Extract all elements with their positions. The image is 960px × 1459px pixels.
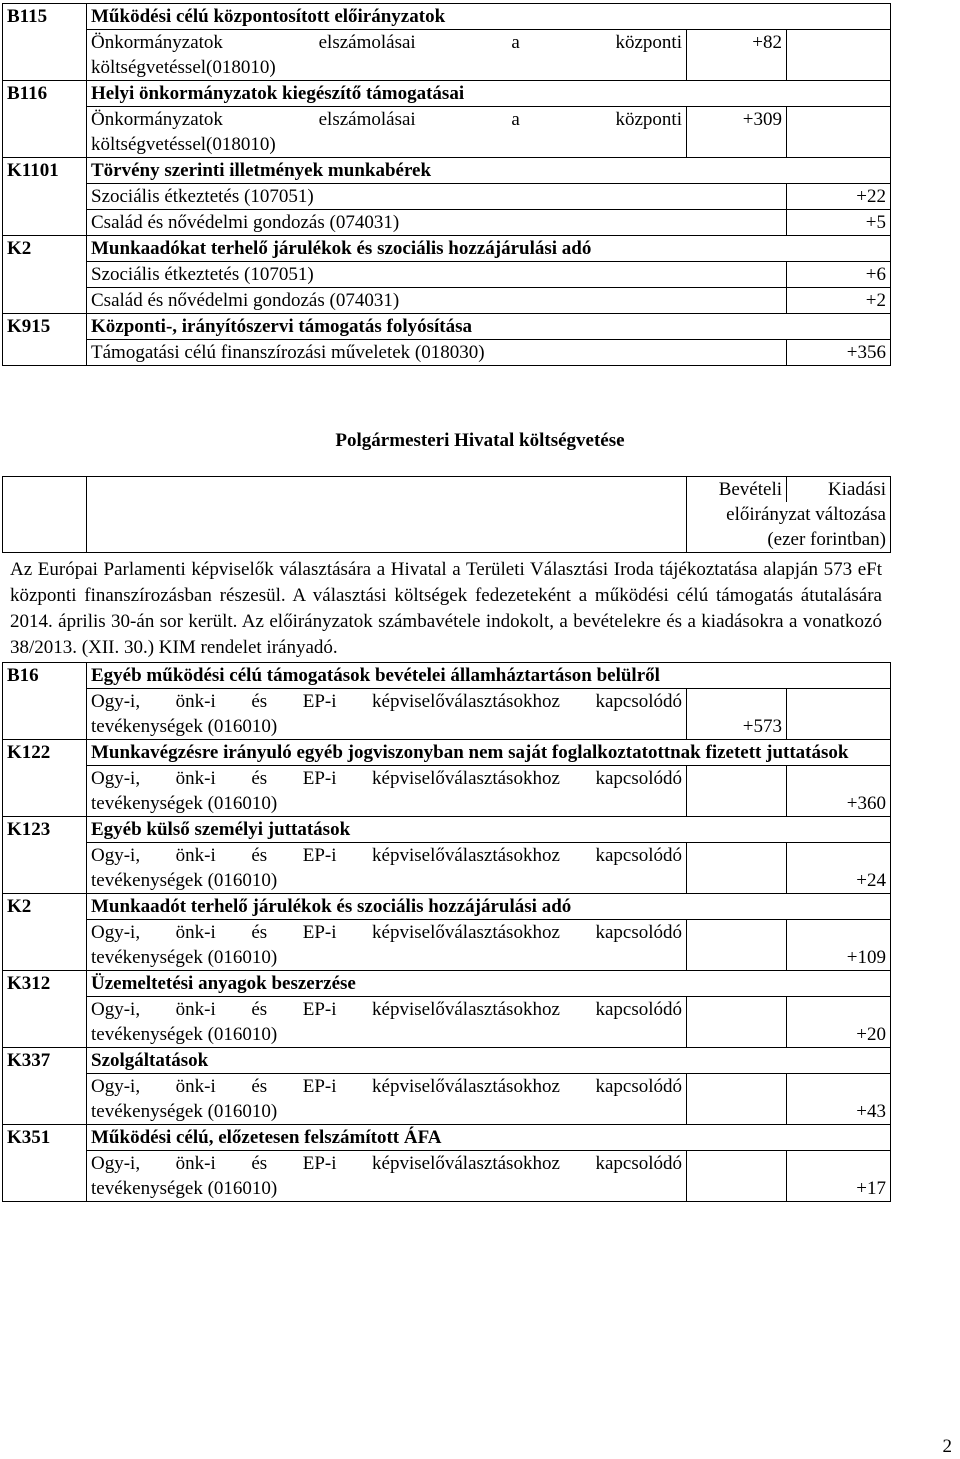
- item-line: Önkormányzatok elszámolásai a központi: [91, 32, 682, 53]
- table-row: [3, 1151, 891, 1202]
- expense-value: +360: [787, 766, 891, 817]
- header-row: [3, 502, 891, 553]
- row-heading: Egyéb külső személyi juttatások: [87, 817, 891, 843]
- income-value: +82: [687, 30, 787, 81]
- row-item: Család és nővédelmi gondozás (074031): [87, 210, 787, 236]
- page-number: 2: [942, 1436, 952, 1457]
- table-row: [3, 262, 891, 288]
- table-row: [3, 894, 891, 920]
- income-value: +573: [687, 689, 787, 740]
- item-line: Ogy-i, önk-i és EP-i képviselőválasztásokhoz kapcsolódó: [91, 1153, 682, 1174]
- item-line: tevékenységek (016010): [91, 793, 278, 814]
- item-line: költségvetéssel(018010): [91, 57, 276, 78]
- row-code: K123: [3, 817, 87, 894]
- table-row: [3, 997, 891, 1048]
- row-item: Támogatási célú finanszírozási műveletek (018030): [87, 340, 787, 366]
- row-item: [87, 997, 687, 1048]
- budget-table-top: [2, 3, 891, 366]
- expense-value: +22: [787, 184, 891, 210]
- expense-value: [787, 107, 891, 158]
- income-value: +309: [687, 107, 787, 158]
- item-line: tevékenységek (016010): [91, 870, 278, 891]
- item-line: költségvetéssel(018010): [91, 134, 276, 155]
- table-row: [3, 288, 891, 314]
- table-row: [3, 817, 891, 843]
- expense-value: +356: [787, 340, 891, 366]
- col-expense-label: Kiadási: [787, 477, 891, 503]
- row-heading: Működési célú központosított előirányzatok: [87, 4, 891, 30]
- income-value: [687, 997, 787, 1048]
- row-heading: Egyéb működési célú támogatások bevételei államháztartáson belülről: [87, 663, 891, 689]
- row-heading: Központi-, irányítószervi támogatás folyósítása: [87, 314, 891, 340]
- table-row: [3, 843, 891, 894]
- income-value: [687, 766, 787, 817]
- row-code: K2: [3, 894, 87, 971]
- item-line: tevékenységek (016010): [91, 716, 278, 737]
- header-desc-cell: [87, 502, 687, 553]
- header-code-cell: [3, 477, 87, 503]
- row-item: [87, 843, 687, 894]
- header-desc-cell: [87, 477, 687, 503]
- expense-value: +5: [787, 210, 891, 236]
- row-heading: Törvény szerinti illetmények munkabérek: [87, 158, 891, 184]
- row-heading: Szolgáltatások: [87, 1048, 891, 1074]
- row-item: Szociális étkeztetés (107051): [87, 262, 787, 288]
- table-row: [3, 920, 891, 971]
- table-row: [3, 1074, 891, 1125]
- table-row: [3, 766, 891, 817]
- row-item: [87, 107, 687, 158]
- income-value: [687, 920, 787, 971]
- income-value: [687, 843, 787, 894]
- expense-value: +6: [787, 262, 891, 288]
- table-row: [3, 689, 891, 740]
- row-item: [87, 1151, 687, 1202]
- row-code: K312: [3, 971, 87, 1048]
- expense-value: +24: [787, 843, 891, 894]
- table-row: [3, 81, 891, 107]
- row-item: [87, 766, 687, 817]
- unit-text: (ezer forintban): [767, 529, 886, 550]
- table-row: [3, 107, 891, 158]
- row-heading: Munkavégzésre irányuló egyéb jogviszonyban nem saját foglalkoztatottnak fizetett juttatások: [87, 740, 891, 766]
- table-row: [3, 971, 891, 997]
- table-row: [3, 158, 891, 184]
- row-item: [87, 689, 687, 740]
- row-item: [87, 1074, 687, 1125]
- row-item: [87, 30, 687, 81]
- item-line: Ogy-i, önk-i és EP-i képviselőválasztásokhoz kapcsolódó: [91, 768, 682, 789]
- item-line: tevékenységek (016010): [91, 1178, 278, 1199]
- item-line: Ogy-i, önk-i és EP-i képviselőválasztásokhoz kapcsolódó: [91, 691, 682, 712]
- row-code: K337: [3, 1048, 87, 1125]
- table-row: [3, 30, 891, 81]
- expense-value: +109: [787, 920, 891, 971]
- table-row: [3, 184, 891, 210]
- row-heading: Üzemeltetési anyagok beszerzése: [87, 971, 891, 997]
- item-line: Önkormányzatok elszámolásai a központi: [91, 109, 682, 130]
- table-row: [3, 740, 891, 766]
- row-code: K1101: [3, 158, 87, 236]
- header-subtitle: [687, 502, 891, 553]
- row-heading: Helyi önkormányzatok kiegészítő támogatásai: [87, 81, 891, 107]
- row-heading: Munkaadót terhelő járulékok és szociális hozzájárulási adó: [87, 894, 891, 920]
- table-row: [3, 340, 891, 366]
- row-code: K122: [3, 740, 87, 817]
- row-item: [87, 920, 687, 971]
- row-code: K351: [3, 1125, 87, 1202]
- budget-header-table: [2, 476, 891, 553]
- section-title: Polgármesteri Hivatal költségvetése: [335, 430, 625, 451]
- expense-value: [787, 30, 891, 81]
- item-line: tevékenységek (016010): [91, 1101, 278, 1122]
- item-line: Ogy-i, önk-i és EP-i képviselőválasztásokhoz kapcsolódó: [91, 845, 682, 866]
- row-code: B16: [3, 663, 87, 740]
- row-code: K2: [3, 236, 87, 314]
- expense-value: +20: [787, 997, 891, 1048]
- expense-value: [787, 689, 891, 740]
- item-line: Ogy-i, önk-i és EP-i képviselőválasztásokhoz kapcsolódó: [91, 922, 682, 943]
- expense-value: +2: [787, 288, 891, 314]
- row-code: K915: [3, 314, 87, 366]
- table-row: [3, 236, 891, 262]
- budget-table-bottom: [2, 662, 891, 1202]
- table-row: [3, 1125, 891, 1151]
- row-code: B115: [3, 4, 87, 81]
- row-item: Szociális étkeztetés (107051): [87, 184, 787, 210]
- expense-value: +17: [787, 1151, 891, 1202]
- table-row: [3, 1048, 891, 1074]
- income-value: [687, 1074, 787, 1125]
- row-code: B116: [3, 81, 87, 158]
- expense-value: +43: [787, 1074, 891, 1125]
- table-row: [3, 663, 891, 689]
- row-heading: Munkaadókat terhelő járulékok és szociális hozzájárulási adó: [87, 236, 891, 262]
- income-value: [687, 1151, 787, 1202]
- item-line: Ogy-i, önk-i és EP-i képviselőválasztásokhoz kapcsolódó: [91, 1076, 682, 1097]
- table-row: [3, 314, 891, 340]
- item-line: tevékenységek (016010): [91, 947, 278, 968]
- table-row: [3, 210, 891, 236]
- header-code-cell: [3, 502, 87, 553]
- col-income-label: Bevételi: [687, 477, 787, 503]
- subtitle-text: előirányzat változása: [726, 504, 886, 525]
- header-row: [3, 477, 891, 503]
- table-row: [3, 4, 891, 30]
- row-item: Család és nővédelmi gondozás (074031): [87, 288, 787, 314]
- item-line: Ogy-i, önk-i és EP-i képviselőválasztásokhoz kapcsolódó: [91, 999, 682, 1020]
- intro-paragraph: Az Európai Parlamenti képviselők választására a Hivatal a Területi Választási Iroda tájékoztatása alapján 573 eFt központi finanszírozásban részesül. A választási költségek fedezeteként a működési célú támogatás átutalására 2014. április 30-án sor került. Az előirányzatok számbavétele indokolt, a bevételekre és a kiadásokra a vonatkozó 38/2013. (XII. 30.) KIM rendelet irányadó.: [10, 559, 882, 658]
- row-heading: Működési célú, előzetesen felszámított ÁFA: [87, 1125, 891, 1151]
- item-line: tevékenységek (016010): [91, 1024, 278, 1045]
